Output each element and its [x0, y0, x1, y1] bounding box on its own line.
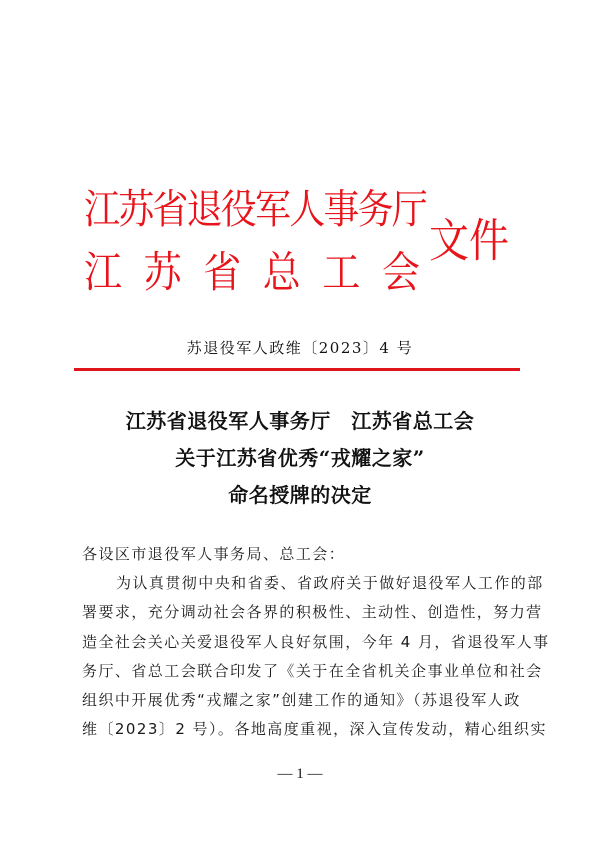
document-title [0, 403, 600, 514]
body-line: 为认真贯彻中央和省委、省政府关于做好退役军人工作的部 [116, 574, 544, 593]
issuer-name-2-char: 工 [322, 248, 361, 298]
body-line: 务厅、省总工会联合印发了《关于在全省机关企事业单位和社会 [82, 661, 543, 680]
issuer-name-2-char: 省 [203, 248, 242, 298]
body-line: 组织中开展优秀“戎耀之家”创建工作的通知》（苏退役军人政 [82, 690, 521, 709]
page-number: — 1 — [277, 766, 323, 782]
title-line: 关于江苏省优秀“戎耀之家” [175, 446, 425, 470]
document-type-label: 文件 [429, 215, 509, 269]
issuer-name-2-char: 苏 [143, 248, 182, 298]
issuer-name-2 [84, 248, 420, 297]
document-body [82, 540, 550, 744]
body-line: 造全社会关心关爱退役军人良好氛围，今年 4 月，省退役军人事 [82, 632, 550, 651]
body-line: 维〔2023〕2 号）。各地高度重视，深入宣传发动，精心组织实 [82, 720, 547, 739]
salutation: 各设区市退役军人事务局、总工会： [82, 545, 346, 563]
issuer-name-2-char: 总 [262, 248, 301, 298]
red-letterhead [84, 184, 524, 309]
document-number: 苏退役军人政维〔2023〕4 号 [186, 339, 414, 357]
issuer-name-2-char: 会 [381, 248, 420, 298]
body-line: 署要求，充分调动社会各界的积极性、主动性、创造性，努力营 [82, 603, 543, 622]
title-line: 命名授牌的决定 [228, 483, 372, 507]
issuer-name-2-char: 江 [84, 248, 123, 298]
issuer-name-1: 江苏省退役军人事务厅 [84, 187, 427, 234]
title-line: 江苏省退役军人事务厅 江苏省总工会 [125, 409, 475, 433]
red-divider-rule [74, 368, 520, 371]
